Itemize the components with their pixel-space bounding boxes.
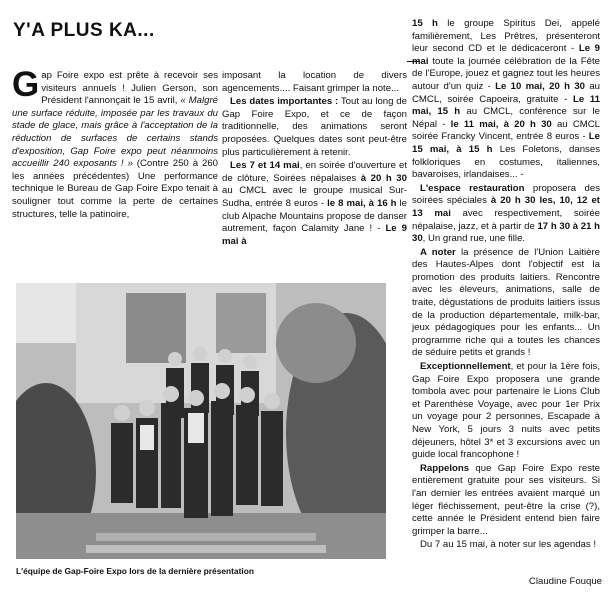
section-heading-rappelons: Rappelons (420, 462, 470, 474)
author-signature: Claudine Fouque (528, 576, 602, 587)
section-heading-noter: A noter (420, 246, 456, 258)
drop-cap: G (12, 65, 40, 104)
section-heading-dates: Les dates importantes : (230, 96, 339, 108)
events-paragraph: Les 7 et 14 mai, en soirée d'ouverture et de clôture, Soirées népalaises à 20 h 30 au CMCL avec le groupe musical Sur-Sudha, entrée 8 euros - le 8 mai, à 16 h le club Alpache Mountains propose de danser autrement, façon Calamity Jane ! - Le 9 mai à (222, 160, 407, 247)
column-3 (412, 18, 600, 553)
rappel-paragraph: Rappelons que Gap Foire Expo reste entièrement gratuite pour ses visiteurs. Si l'an dernier les entrées avaient marqué un léger fléchissement, peut-être la crise (?), cette année le Président entend bien faire grimper la barre... (412, 462, 600, 537)
restauration-paragraph: L'espace restauration proposera des soirées spéciales à 20 h 30 les, 10, 12 et 13 mai avec respectivement, soirée népalaise, jazz, et à partir de 17 h 30 à 21 h 30, Un grand rue, une fille. (412, 182, 600, 245)
photo-caption: L'équipe de Gap-Foire Expo lors de la dernière présentation (16, 566, 254, 576)
group-photo-image (16, 283, 386, 559)
closing-paragraph: Du 7 au 15 mai, à noter sur les agendas ! (420, 539, 596, 551)
intro-paragraph: Gap Foire expo est prête à recevoir ses visiteurs annuels ! Julien Gerson, son Président l'annonçait le 15 avril, « Malgré une surface réduite, imposée par les travaux du stade de glace, mais grâce à l'acceptation de la réduction de surfaces de certains stands d'exposition, Gap Foire expo peut néanmoins accueillir 240 exposants ! » (Contre 250 à 260 les années précédentes) Une performance technique le Bureau de Gap Foire Expo tenait à souligner tout comme la perte de certaines structures, telle la patinoire, (12, 65, 219, 220)
events-continued: 15 h le groupe Spiritus Dei, appelé familièrement, Les Prêtres, présenteront leur second CD et le dédicaceront - Le 9 mai toute la journée célébration de la Fête de l'Europe, jouez et gagnez tout les heures autour d'un quiz - Le 10 mai, 20 h 30 au CMCL, soirée Capoeira, gratuite - Le 11 mai, 15 h au CMCL, conférence sur le Népal - le 11 mai, à 20 h 30 au CMCL soirée Francky Vincent, entrée 8 euros - Le 15 mai, à 15 h Les Foletons, danses folkloriques en costumes, italiennes, bavaroises, irlandaises... - (412, 18, 601, 181)
noter-paragraph: A noter la présence de l'Union Laitière des Hautes-Alpes dont l'objectif est la promotion des produits laitiers. Rencontre avec les éleveurs, animations, salle de traite, dégustations de produits laitiers issus de la production départementale, milk-bar, jeux pédagogiques pour les enfants... Un programme riche qui a toutes les chances de séduire petits et grands ! (412, 246, 600, 359)
section-heading-restauration: L'espace restauration (420, 182, 525, 194)
group-photo (16, 283, 386, 559)
pull-quote (14, 127, 314, 199)
article-title: Y'A PLUS KA... (13, 20, 155, 41)
dates-paragraph: Les dates importantes : Tout au long de Gap Foire Expo, et ce de façon traditionnelle, des animations seront proposées. Quelques dates sont peut-être plus particulièrement à retenir. (222, 96, 407, 158)
president-quote: « Malgré une surface réduite, imposée par les travaux du stade de glace, mais grâce à l'acceptation de la réduction de surfaces de certains stands d'exposition, Gap Foire expo peut néanmoins accueillir 240 exposants ! » (12, 95, 219, 170)
tombola-paragraph: Exceptionnellement, et pour la 1ère fois, Gap Foire Expo proposera une grande tombola avec pour partenaire le Lions Club et Parenthèse Voyage, avec pour 1er Prix un voyage pour 2 personnes, Escapade à New York, 5 jours 3 nuits avec petits déjeuners, hôtel 3* et 3 excursions avec un guide local francophone ! (412, 361, 600, 461)
column-2: imposant la location de divers agencements.... Faisant grimper la note... Les dates importantes : Tout au long de Gap Foire Expo, et ce de façon traditionnelle, des animations seront proposées. Quelques dates sont peut-être plus particulièrement à retenir. Les 7 et 14 mai, en soirée d'ouverture et de clôture, Soirées népalaises à 20 h 30 au CMCL avec le groupe musical Sur-Sudha, entrée 8 euros - le 8 mai, à 16 h le club Alpache Mountains propose de danser autrement, façon Calamity Jane ! - Le 9 mai à (222, 70, 407, 247)
section-heading-exceptionnellement: Exceptionnellement (420, 361, 511, 373)
